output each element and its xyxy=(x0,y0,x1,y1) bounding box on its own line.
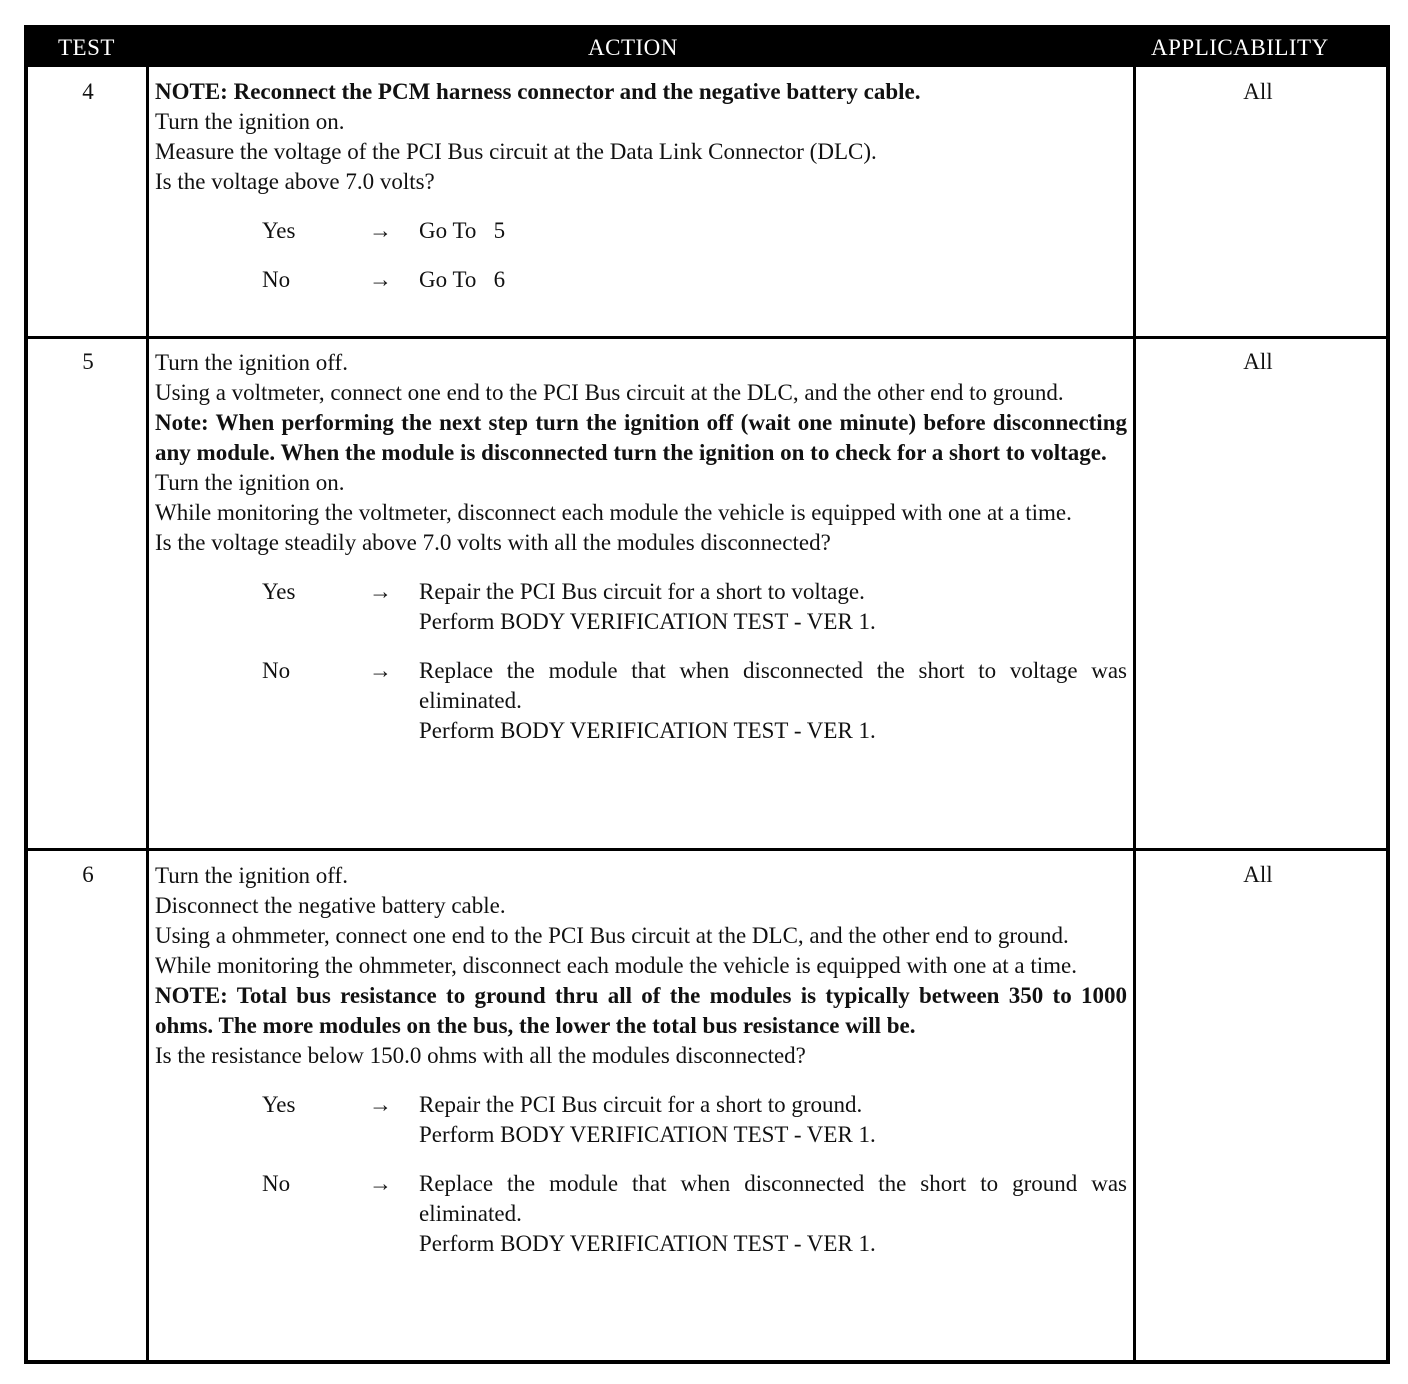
no-label: No xyxy=(262,658,291,683)
header-test: TEST xyxy=(58,35,115,60)
no-option xyxy=(155,265,1127,295)
yes-option xyxy=(155,216,1127,246)
action-cell xyxy=(155,77,1127,314)
instruction-text: Turn the ignition off. xyxy=(155,350,348,375)
instruction-text: Turn the ignition on. xyxy=(155,470,345,495)
applicability-value: All xyxy=(1243,349,1273,374)
arrow-icon: → xyxy=(369,218,392,243)
yes-label: Yes xyxy=(262,579,296,604)
column-divider-applicability xyxy=(1133,67,1136,1364)
note-text: NOTE: Reconnect the PCM harness connector and the negative battery cable. xyxy=(155,79,921,104)
no-result: Replace the module that when disconnected the short to ground was eliminated. xyxy=(419,1171,1127,1226)
verification-step: Perform BODY VERIFICATION TEST - VER 1. xyxy=(419,1122,876,1147)
instruction-text: Using a ohmmeter, connect one end to the PCI Bus circuit at the DLC, and the other end to ground. xyxy=(155,923,1069,948)
question-text: Is the voltage above 7.0 volts? xyxy=(155,169,435,194)
table-header xyxy=(28,29,1386,67)
row-divider xyxy=(28,848,1386,851)
applicability-value: All xyxy=(1243,79,1273,104)
note-text: Note: When performing the next step turn the ignition off (wait one minute) before disconnecting any module. When the module is disconnected turn the ignition on to check for a short to voltage. xyxy=(155,410,1127,465)
instruction-text: While monitoring the voltmeter, disconnect each module the vehicle is equipped with one at a time. xyxy=(155,500,1072,525)
arrow-icon: → xyxy=(369,658,392,683)
instruction-text: Measure the voltage of the PCI Bus circuit at the Data Link Connector (DLC). xyxy=(155,139,877,164)
action-cell xyxy=(155,348,1127,765)
test-number: 4 xyxy=(82,79,94,104)
note-text: NOTE: Total bus resistance to ground thru all of the modules is typically between 350 to 1000 ohms. The more modules on the bus, the lower the total bus resistance will be. xyxy=(155,983,1127,1038)
yes-label: Yes xyxy=(262,1092,296,1117)
yes-option xyxy=(155,577,1127,637)
no-result: Go To 6 xyxy=(419,267,506,292)
yes-label: Yes xyxy=(262,218,296,243)
diagnostic-test-table xyxy=(24,25,1390,1364)
arrow-icon: → xyxy=(369,1092,392,1117)
header-applicability: APPLICABILITY xyxy=(1151,35,1329,60)
applicability-value: All xyxy=(1243,862,1273,887)
no-option xyxy=(155,1169,1127,1259)
arrow-icon: → xyxy=(369,579,392,604)
verification-step: Perform BODY VERIFICATION TEST - VER 1. xyxy=(419,1231,876,1256)
yes-option xyxy=(155,1090,1127,1150)
instruction-text: Disconnect the negative battery cable. xyxy=(155,893,506,918)
question-text: Is the resistance below 150.0 ohms with all the modules disconnected? xyxy=(155,1043,806,1068)
no-option xyxy=(155,656,1127,746)
yes-result: Go To 5 xyxy=(419,218,506,243)
verification-step: Perform BODY VERIFICATION TEST - VER 1. xyxy=(419,718,876,743)
no-label: No xyxy=(262,1171,291,1196)
yes-result: Repair the PCI Bus circuit for a short to ground. xyxy=(419,1092,863,1117)
row-divider xyxy=(28,336,1386,339)
question-text: Is the voltage steadily above 7.0 volts with all the modules disconnected? xyxy=(155,530,831,555)
instruction-text: Turn the ignition on. xyxy=(155,109,345,134)
no-label: No xyxy=(262,267,291,292)
action-cell xyxy=(155,861,1127,1278)
arrow-icon: → xyxy=(369,1171,392,1196)
column-divider-test xyxy=(146,67,149,1364)
no-result: Replace the module that when disconnected the short to voltage was eliminated. xyxy=(419,658,1127,713)
verification-step: Perform BODY VERIFICATION TEST - VER 1. xyxy=(419,609,876,634)
instruction-text: While monitoring the ohmmeter, disconnect each module the vehicle is equipped with one at a time. xyxy=(155,953,1077,978)
test-number: 6 xyxy=(82,862,94,887)
instruction-text: Turn the ignition off. xyxy=(155,863,348,888)
yes-result: Repair the PCI Bus circuit for a short to voltage. xyxy=(419,579,865,604)
test-number: 5 xyxy=(82,349,94,374)
arrow-icon: → xyxy=(369,267,392,292)
header-action: ACTION xyxy=(588,35,678,60)
instruction-text: Using a voltmeter, connect one end to the PCI Bus circuit at the DLC, and the other end to ground. xyxy=(155,380,1064,405)
